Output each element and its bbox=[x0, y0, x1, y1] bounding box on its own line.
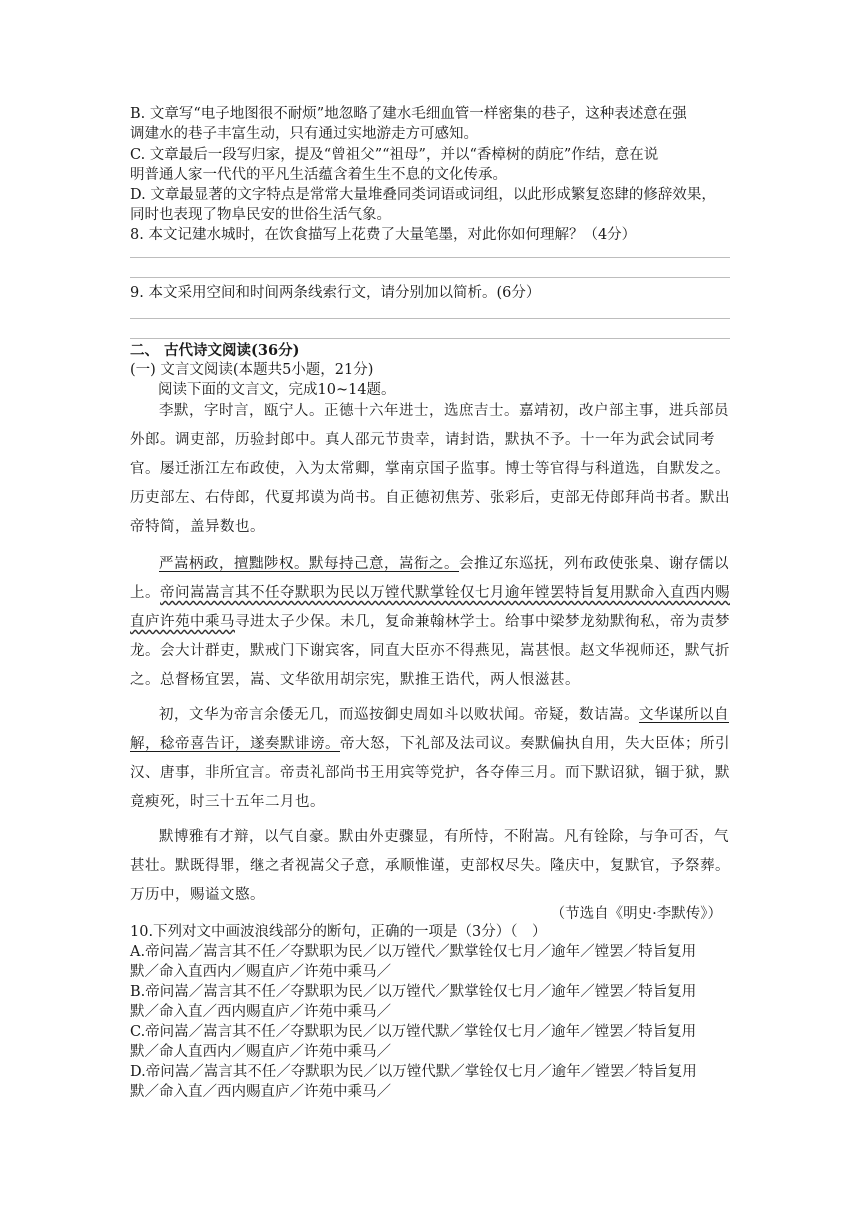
q7-option-b-line1: B. 文章写“电子地图很不耐烦”地忽略了建水毛细血管一样密集的巷子，这种表述意在强 bbox=[130, 106, 687, 122]
passage-paragraph-1: 李默，字时言，瓯宁人。正德十六年进士，选庶吉士。嘉靖初，改户部主事，进兵部员外郎。调吏部，历验封郎中。真人邵元节贵幸，请封诰，默执不予。十一年为武会试同考官。屡迁浙江左布政使，入为太常卿，掌南京国子监事。博士等官得与科道选，自默发之。历吏部左、右侍郎，代夏邦谟为尚书。自正德初焦芳、张彩后，吏部无侍郎拜尚书者。默出帝特简，盖异数也。 bbox=[130, 403, 730, 535]
q10-option-d-line2: 默／命入直／西内赐直庐／许苑中乘马／ bbox=[130, 1084, 391, 1100]
section-heading: 二、 古代诗文阅读(36分) bbox=[130, 342, 300, 359]
passage-paragraph-2 bbox=[130, 550, 730, 695]
passage-source: （节选自《明史·李默传》） bbox=[550, 906, 722, 922]
q10-option-c-line1: C.帝问嵩／嵩言其不任／夺默职为民／以万镗代默／掌铨仅七月／逾年／镗罢／特旨复用 bbox=[130, 1024, 697, 1040]
paragraph-text: 帝大怒，下礼部及法司议。奏默偏执自用，失大臣体；所引汉、唐事，非所宜言。帝责礼部尚书王用宾等党护，各夺俸三月。而下默诏狱，锢于狱，默竟瘐死，时三十五年二月也。 bbox=[130, 736, 730, 810]
paragraph-text: 初，文华为帝言余倭无几，而巡按御史周如斗以败状闻。帝疑，数诘嵩。 bbox=[159, 707, 639, 723]
answer-line bbox=[130, 338, 730, 339]
question-10: 10.下列对文中画波浪线部分的断句，正确的一项是（3分）（ ） bbox=[130, 924, 547, 940]
paragraph-text: 寻进太子少保。未几，复命兼翰林学士。给事中梁梦龙劾默徇私，帝为责梦龙。会大计群吏，默戒门下谢宾客，同直大臣亦不得燕见，嵩甚恨。赵文华视师还，默气折之。总督杨宜罢，嵩、文华欲用胡宗宪，默推王诰代，两人恨滋甚。 bbox=[130, 614, 730, 688]
q7-option-d-line2: 同时也表现了物阜民安的世俗生活气象。 bbox=[130, 207, 391, 223]
underlined-sentence: 严嵩柄政，擅黜陟权。默每持己意，嵩衔之。 bbox=[159, 556, 459, 572]
q10-option-a-line2: 默／命入直西内／赐直庐／许苑中乘马／ bbox=[130, 964, 391, 980]
q10-option-b-line2: 默／命入直／西内赐直庐／许苑中乘马／ bbox=[130, 1004, 391, 1020]
q10-option-d-line1: D.帝问嵩／嵩言其不任／夺默职为民／以万镗代默／掌铨仅七月／逾年／镗罢／特旨复用 bbox=[130, 1064, 697, 1080]
q10-option-a-line1: A.帝问嵩／嵩言其不任／夺默职为民／以万镗代／默掌铨仅七月／逾年／镗罢／特旨复用 bbox=[130, 944, 697, 960]
paragraph-text: 会推辽东巡抚，列布政使张臬、谢存儒以上。 bbox=[130, 556, 729, 601]
q10-option-b-line1: B.帝问嵩／嵩言其不任／夺默职为民／以万镗代／默掌铨仅七月／逾年／镗罢／特旨复用 bbox=[130, 984, 697, 1000]
instruction: 阅读下面的文言文，完成10~14题。 bbox=[158, 382, 396, 398]
question-9: 9. 本文采用空间和时间两条线索行文，请分别加以简析。(6分） bbox=[130, 285, 541, 301]
passage-paragraph-3 bbox=[130, 701, 730, 817]
subsection-heading: (一) 文言文阅读(本题共5小题，21分) bbox=[130, 362, 374, 378]
answer-line bbox=[130, 318, 730, 319]
passage-paragraph-4: 默博雅有才辩，以气自豪。默由外吏骤显，有所恃，不附嵩。凡有铨除，与争可否，气甚壮。默既得罪，继之者视嵩父子意，承顺惟谨，吏部权尽失。隆庆中，复默官，予祭葬。万历中，赐谥文愍。 bbox=[130, 829, 730, 903]
answer-line bbox=[130, 277, 730, 278]
q7-option-c-line2: 明普通人家一代代的平凡生活蕴含着生生不息的文化传承。 bbox=[130, 167, 507, 183]
underlined-sentence: 文华谋所以自解，稔帝喜告讦，遂奏默诽谤。 bbox=[130, 707, 729, 752]
q7-option-b-line2: 调建水的巷子丰富生动，只有通过实地游走方可感知。 bbox=[130, 126, 478, 142]
question-8: 8. 本文记建水城时，在饮食描写上花费了大量笔墨，对此你如何理解？（4分） bbox=[130, 227, 637, 243]
answer-line bbox=[130, 257, 730, 258]
classical-passage bbox=[130, 397, 730, 910]
q7-option-c-line1: C. 文章最后一段写归家，提及“曾祖父”“祖母”，并以“香樟树的荫庇”作结，意在说 bbox=[130, 147, 659, 163]
q10-option-c-line2: 默／命人直西内／赐直庐／许苑中乘马／ bbox=[130, 1044, 391, 1060]
wavy-underlined-passage: 帝问嵩嵩言其不任夺默职为民以万镗代默掌铨仅七月逾年镗罢特旨复用默命入直西内赐直庐许苑中乘马 bbox=[130, 585, 730, 630]
q7-option-d-line1: D. 文章最显著的文字特点是常常大量堆叠同类词语或词组，以此形成繁复恣肆的修辞效果， bbox=[130, 187, 716, 203]
